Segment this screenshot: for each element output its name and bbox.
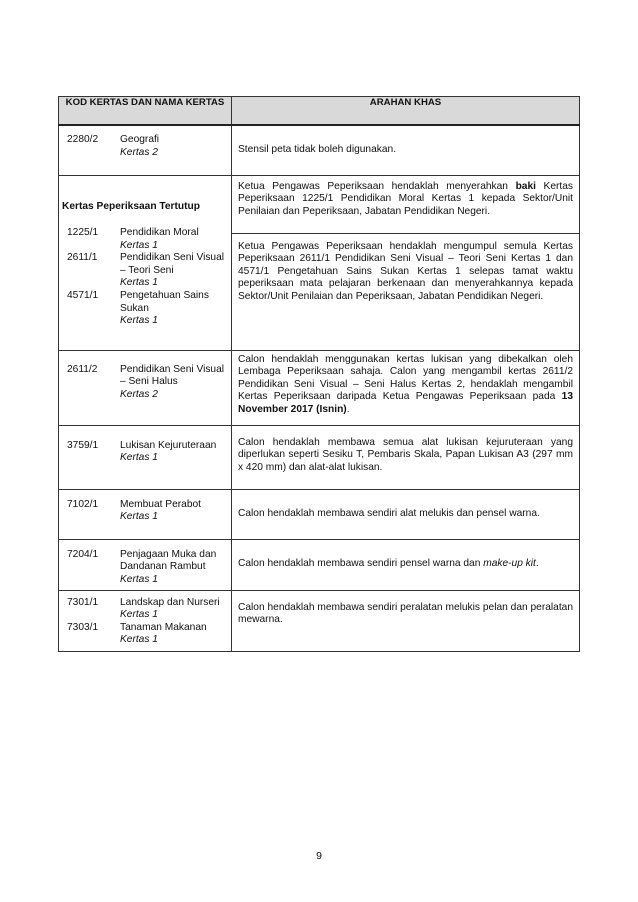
paper-entry bbox=[59, 290, 231, 328]
table-row bbox=[59, 125, 580, 175]
paper-code: 3759/1 bbox=[67, 439, 99, 451]
page-number: 9 bbox=[316, 850, 322, 862]
instruction-text: Stensil peta tidak boleh digunakan. bbox=[238, 143, 397, 155]
paper-part: Kertas 1 bbox=[120, 277, 158, 289]
table-row bbox=[59, 539, 580, 590]
paper-entry bbox=[59, 622, 231, 647]
paper-part: Kertas 1 bbox=[120, 634, 158, 646]
table-row bbox=[59, 350, 580, 425]
paper-cell bbox=[59, 539, 232, 590]
instruction-italic-part: make-up kit bbox=[483, 558, 536, 570]
instruction-cell bbox=[232, 233, 580, 350]
paper-part: Kertas 2 bbox=[120, 146, 158, 158]
instruction-text-part: . bbox=[346, 403, 350, 415]
paper-name: Landskap dan Nurseri bbox=[120, 596, 220, 608]
paper-part: Kertas 1 bbox=[120, 452, 158, 464]
paper-name-block bbox=[120, 622, 231, 647]
instruction-cell bbox=[232, 425, 580, 489]
paper-name: Pendidikan Seni Visual – Teori Seni bbox=[120, 252, 225, 276]
paper-name-block bbox=[120, 440, 231, 465]
paper-code: 4571/1 bbox=[67, 290, 99, 302]
instruction-text: Calon hendaklah membawa sendiri peralatan melukis pelan dan peralatan mewarna. bbox=[238, 601, 573, 626]
instruction-cell bbox=[232, 125, 580, 175]
table-header-row bbox=[59, 97, 580, 126]
instruction-cell bbox=[232, 489, 580, 539]
header-special-instructions: ARAHAN KHAS bbox=[232, 97, 580, 126]
paper-part: Kertas 1 bbox=[120, 511, 158, 523]
paper-name: Penjagaan Muka dan Dandanan Rambut bbox=[120, 548, 217, 573]
paper-cell bbox=[59, 590, 232, 651]
instruction-text-part: Kertas Peperiksaan 1225/1 Pendidikan Moral Kertas 1 kepada Sektor/Unit Penilaian dan Peperiksaan, Jabatan Pendidikan Negeri. bbox=[238, 180, 573, 217]
instruction-cell bbox=[232, 539, 580, 590]
paper-name: Lukisan Kejuruteraan bbox=[120, 439, 217, 451]
paper-entry bbox=[59, 252, 231, 290]
table-row bbox=[59, 489, 580, 539]
paper-code: 2611/1 bbox=[67, 252, 98, 264]
paper-entry bbox=[59, 134, 231, 159]
paper-name-block bbox=[120, 364, 231, 402]
paper-entry bbox=[59, 227, 231, 252]
paper-part: Kertas 1 bbox=[120, 315, 158, 327]
paper-name-block bbox=[120, 597, 231, 622]
paper-name-block bbox=[120, 252, 231, 290]
instruction-text-part: Calon hendaklah membawa sendiri pensel warna dan bbox=[238, 558, 484, 570]
instruction-text: Calon hendaklah membawa sendiri alat melukis dan pensel warna. bbox=[238, 507, 540, 519]
paper-entry bbox=[59, 440, 231, 465]
paper-entry bbox=[59, 499, 231, 524]
instruction-cell bbox=[232, 350, 580, 425]
paper-part: Kertas 1 bbox=[120, 239, 158, 251]
instruction-text: Calon hendaklah membawa semua alat lukisan kejuruteraan yang diperlukan seperti Sesiku T, Pembaris Skala, Papan Lukisan A3 (297 mm x 420 mm) dan alat-alat lukisan. bbox=[238, 436, 573, 473]
paper-name-block bbox=[120, 549, 231, 587]
instruction-bold-part: baki bbox=[515, 180, 536, 192]
paper-name: Membuat Perabot bbox=[120, 498, 201, 510]
special-instructions-table bbox=[58, 96, 580, 652]
group-label: Kertas Peperiksaan Tertutup bbox=[62, 200, 200, 212]
instruction-text-part: Ketua Pengawas Peperiksaan hendaklah menyerahkan bbox=[238, 180, 516, 192]
paper-code: 7102/1 bbox=[67, 498, 99, 510]
paper-name-block bbox=[120, 499, 231, 524]
instruction-text-part: Calon hendaklah menggunakan kertas lukisan yang dibekalkan oleh Lembaga Peperiksaan sahaja. Calon yang mengambil kertas 2611/2 Pendidikan Seni Visual – Seni Halus Kertas 2, hendaklah mengambil Kertas Peperiksaan daripada Ketua Pengawas Peperiksaan pada bbox=[238, 353, 573, 403]
paper-entry bbox=[59, 597, 231, 622]
paper-name-block bbox=[120, 227, 231, 252]
instruction-text: Ketua Pengawas Peperiksaan hendaklah mengumpul semula Kertas Peperiksaan 2611/1 Pendidikan Seni Visual – Teori Seni Kertas 1 dan 4571/1 Pengetahuan Sains Sukan Kertas 1 selepas tamat waktu peperiksaan mata pelajaran berkenaan dan menyerahkannya kepada Sektor/Unit Penilaian dan Peperiksaan, Jabatan Pendidikan Negeri. bbox=[238, 240, 573, 302]
paper-code: 1225/1 bbox=[67, 227, 99, 239]
table-row bbox=[59, 590, 580, 651]
paper-part: Kertas 1 bbox=[120, 573, 158, 585]
paper-code: 7204/1 bbox=[67, 548, 99, 560]
instruction-text bbox=[232, 351, 579, 417]
paper-name: Pendidikan Seni Visual – Seni Halus bbox=[120, 363, 225, 388]
table-row bbox=[59, 425, 580, 489]
paper-cell bbox=[59, 175, 232, 350]
instruction-text bbox=[232, 176, 579, 219]
paper-code: 7303/1 bbox=[67, 621, 99, 633]
paper-name-block bbox=[120, 134, 231, 159]
header-paper-code-name: KOD KERTAS DAN NAMA KERTAS bbox=[59, 97, 232, 126]
paper-name: Pendidikan Moral bbox=[120, 227, 199, 239]
paper-cell bbox=[59, 425, 232, 489]
paper-part: Kertas 1 bbox=[120, 609, 158, 621]
paper-name: Pengetahuan Sains Sukan bbox=[120, 290, 209, 314]
table-row bbox=[59, 175, 580, 233]
paper-part: Kertas 2 bbox=[120, 388, 158, 400]
paper-name-block bbox=[120, 290, 231, 328]
paper-entry bbox=[59, 549, 231, 587]
instruction-text-part: . bbox=[535, 558, 539, 570]
paper-cell bbox=[59, 125, 232, 175]
instruction-text bbox=[232, 558, 579, 571]
paper-name: Geografi bbox=[120, 134, 160, 145]
instruction-cell bbox=[232, 590, 580, 651]
instruction-cell bbox=[232, 175, 580, 233]
paper-cell bbox=[59, 350, 232, 425]
instruction-bold-part: 13 November 2017 (Isnin) bbox=[238, 391, 573, 415]
paper-cell bbox=[59, 489, 232, 539]
paper-code: 2611/2 bbox=[67, 363, 98, 375]
paper-entry bbox=[59, 364, 231, 402]
paper-code: 2280/2 bbox=[67, 134, 99, 145]
paper-name: Tanaman Makanan bbox=[120, 621, 207, 633]
paper-code: 7301/1 bbox=[67, 596, 99, 608]
